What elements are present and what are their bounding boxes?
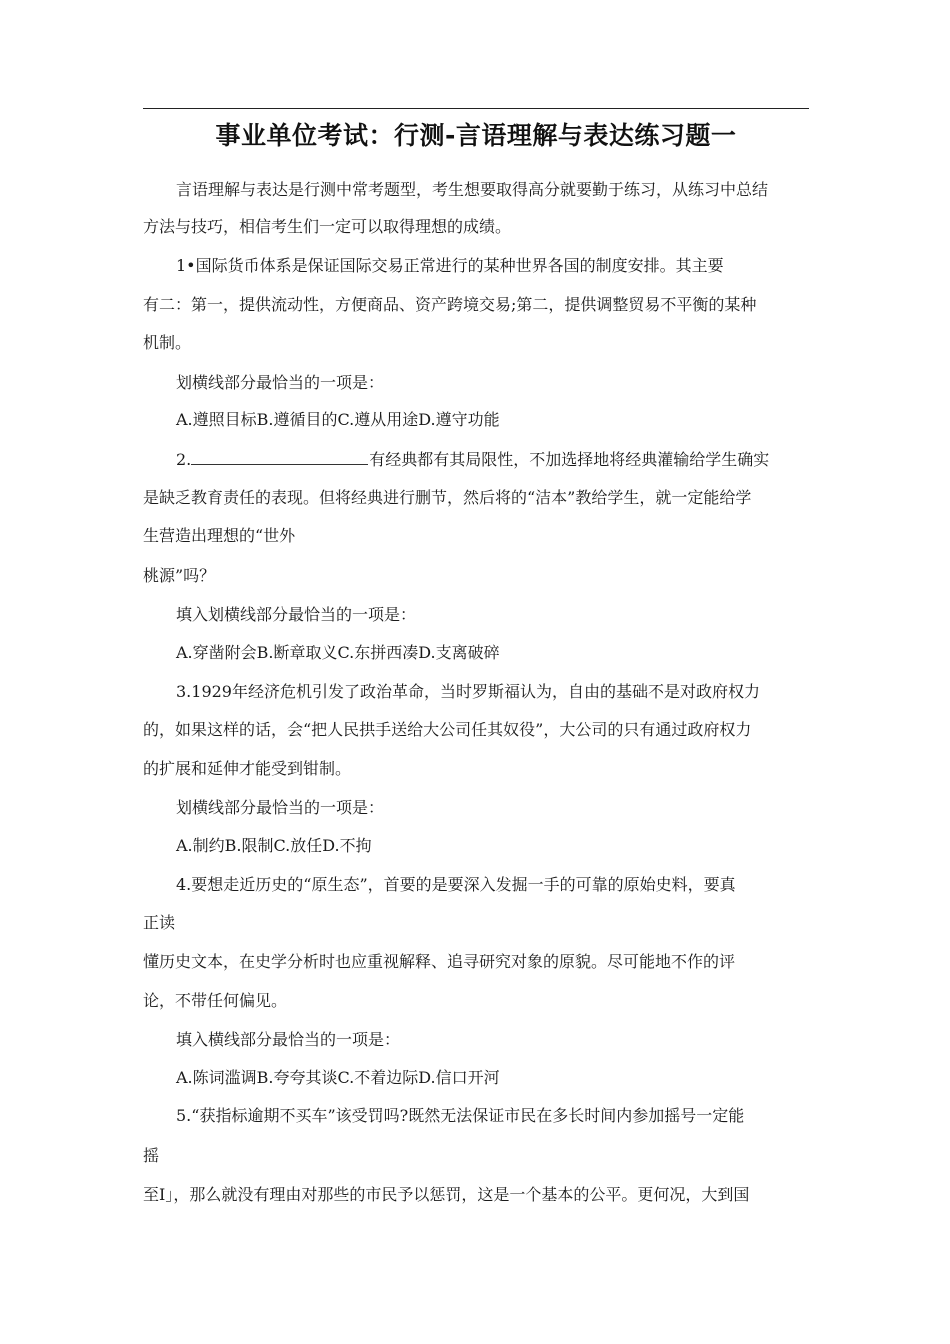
question-5-text: 5.“获指标逾期不买车”该受罚吗?既然无法保证市民在多长时间内参加摇号一定能: [176, 1106, 745, 1125]
question-4-options: A.陈词滥调B.夸夸其谈C.不着边际D.信口开河: [176, 1068, 500, 1087]
question-3-text: 的扩展和延伸才能受到钳制。: [143, 759, 352, 778]
question-5-text: 至I」，那么就没有理由对那些的市民予以惩罚，这是一个基本的公平。更何况，大到国: [143, 1185, 750, 1204]
question-5-text: 摇: [143, 1146, 160, 1165]
question-2-text: 生营造出理想的“世外: [143, 526, 296, 545]
question-3-text: 3.1929年经济危机引发了政治革命，当时罗斯福认为，自由的基础不是对政府权力: [176, 682, 760, 701]
question-4-text: 论，不带任何偏见。: [143, 991, 288, 1010]
question-3-text: 的，如果这样的话，会“把人民拱手送给大公司任其奴役”，大公司的只有通过政府权力: [143, 720, 752, 739]
question-3-options: A.制约B.限制C.放任D.不拘: [176, 836, 372, 855]
question-1-options: A.遵照目标B.遵循目的C.遵从用途D.遵守功能: [176, 410, 500, 429]
question-4-text: 4.要想走近历史的“原生态”，首要的是要深入发掘一手的可靠的原始史料，要真: [176, 875, 736, 894]
intro-line: 方法与技巧，相信考生们一定可以取得理想的成绩。: [143, 217, 512, 236]
question-4-text: 正读: [143, 913, 176, 932]
question-1-text: 1•国际货币体系是保证国际交易正常进行的某种世界各国的制度安排。其主要: [176, 256, 724, 275]
question-2-first-line: [176, 450, 769, 470]
question-4-prompt: 填入横线部分最恰当的一项是：: [176, 1030, 401, 1049]
question-2-text: 桃源”吗？: [143, 566, 216, 585]
question-4-text: 懂历史文本，在史学分析时也应重视解释、追寻研究对象的原貌。尽可能地不作的评: [143, 952, 736, 971]
question-2-number: 2.: [176, 450, 192, 469]
intro-line: 言语理解与表达是行测中常考题型，考生想要取得高分就要勤于练习，从练习中总结: [176, 180, 769, 199]
page-title: 事业单位考试：行测-言语理解与表达练习题一: [215, 121, 737, 150]
question-3-prompt: 划横线部分最恰当的一项是：: [176, 798, 385, 817]
question-2-options: A.穿凿附会B.断章取义C.东拼西凑D.支离破碎: [176, 643, 500, 662]
question-2-text: 是缺乏教育责任的表现。但将经典进行删节，然后将的“洁本”教给学生，就一定能给学: [143, 488, 752, 507]
header-rule: [143, 108, 809, 109]
question-1-text: 机制。: [143, 333, 192, 352]
question-2-text: 有经典都有其局限性，不加选择地将经典灌输给学生确实: [369, 450, 770, 469]
question-2-prompt: 填入划横线部分最恰当的一项是：: [176, 605, 417, 624]
question-1-prompt: 划横线部分最恰当的一项是：: [176, 373, 385, 392]
fill-in-blank: [191, 450, 368, 465]
question-1-text: 有二：第一，提供流动性，方便商品、资产跨境交易;第二，提供调整贸易不平衡的某种: [143, 295, 757, 314]
